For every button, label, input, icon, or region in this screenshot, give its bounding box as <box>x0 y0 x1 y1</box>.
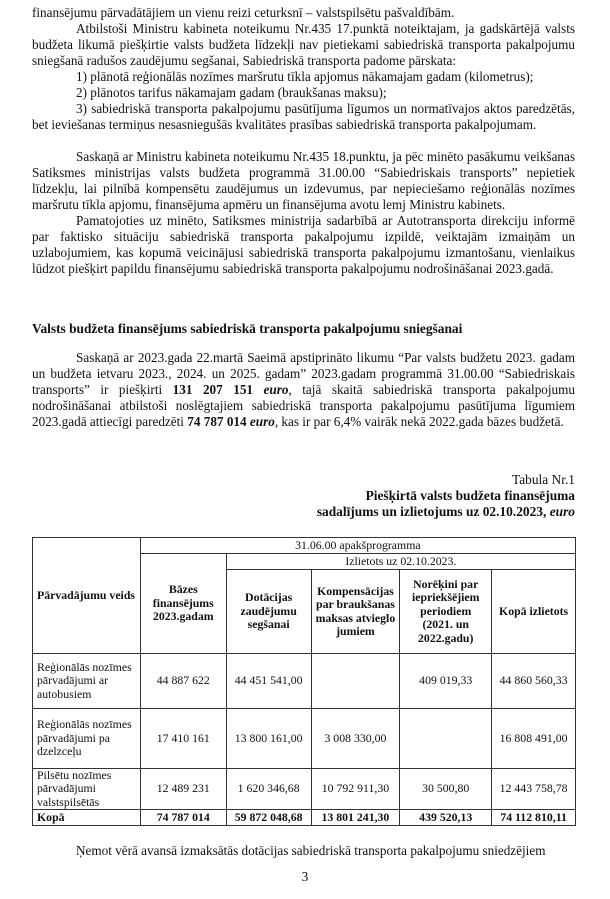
table-title-text: sadalījums un izlietojums uz 02.10.2023, <box>316 504 550 519</box>
amount-base: 74 787 014 <box>187 413 247 429</box>
closing-paragraph: Ņemot vērā avansā izmaksātās dotācijas sabiedriskā transporta pakalpojumu sniedzējiem <box>76 843 546 858</box>
cell-base: 44 887 622 <box>140 654 226 709</box>
header-compensation: Kompensācijas par braukšanas maksas atvieglojumiem <box>311 570 400 654</box>
list-item-2: 2) plānotos tarifus nākamajam gadam (braukšanas maksu); <box>76 85 387 100</box>
cell-compensation: 10 792 911,30 <box>311 769 400 810</box>
funding-table <box>32 537 576 826</box>
paragraph-continuation: finansējumu pārvadātājiem un vienu reizi ceturksnī – valstspilsētu pašvaldībām. <box>32 5 455 20</box>
cell-type: Kopā <box>33 810 141 826</box>
list-item-3: 3) sabiedriskā transporta pakalpojumu pasūtījuma līgumos un normatīvajos aktos paredzētās, bet ieviešanas termiņus nesasniegušās kvalitātes prasības sabiedriskā transporta pakalpojumam. <box>32 101 575 132</box>
table-row <box>33 709 576 769</box>
table-number: Tabula Nr.1 <box>511 472 575 487</box>
cell-grants: 44 451 541,00 <box>226 654 311 709</box>
currency-label: euro <box>263 381 289 397</box>
paragraph-ministry-info: Pamatojoties uz minēto, Satiksmes ministrija sadarbībā ar Autotransporta direkciju informē par faktisko situāciju sabiedriskā transporta pakalpojumu izpildē, veiktajām izmaiņām un uzlabojumiem, kas kopumā veicinājusi sabiedriskā transporta pakalpojumu izmantošanu, vienlaikus lūdzot piešķirt papildu finansējumu sabiedriskā transporta pakalpojumu nodrošināšanai 2023.gadā. <box>32 213 575 276</box>
cell-base: 74 787 014 <box>140 810 226 826</box>
table-header-row <box>33 538 576 554</box>
paragraph-article-18: Saskaņā ar Ministru kabineta noteikumu Nr.435 18.punktu, ja pēc minēto pasākumu veikšanas Satiksmes ministrijas valsts budžeta programmā 31.00.00 “Sabiedriskais transports” nepietiek līdzekļu, lai pilnībā kompensētu zaudējumus un izdevumus, par nepieciešamo reģionālās nozīmes maršrutu tīkla apjomu, finansējuma apmēru un finansējuma avotu lemj Ministru kabinets. <box>32 149 575 212</box>
cell-grants: 13 800 161,00 <box>226 709 311 769</box>
table-title-unit: euro <box>549 504 575 519</box>
cell-base: 12 489 231 <box>140 769 226 810</box>
list-item-1: 1) plānotā reģionālās nozīmes maršrutu tīkla apjomus nākamajam gadam (kilometrus); <box>76 69 534 84</box>
cell-type: Pilsētu nozīmes pārvadājumi valstspilsētās <box>33 769 141 810</box>
paragraph-budget-law <box>32 350 575 430</box>
currency-label: euro <box>249 413 275 429</box>
table-row <box>33 654 576 709</box>
cell-grants: 1 620 346,68 <box>226 769 311 810</box>
amount-allocated: 131 207 151 <box>172 381 254 397</box>
header-base-funding: Bāzes finansējums 2023.gadam <box>140 554 226 654</box>
header-total-spent: Kopā izlietots <box>492 570 576 654</box>
cell-base: 17 410 161 <box>140 709 226 769</box>
cell-total: 44 860 560,33 <box>492 654 576 709</box>
cell-total: 12 443 758,78 <box>492 769 576 810</box>
text-segment: , kas ir par 6,4% vairāk nekā 2022.gada bāzes budžetā. <box>274 413 564 429</box>
header-previous-periods: Norēķini par iepriekšējiem periodiem (2021. un 2022.gadu) <box>400 570 492 654</box>
header-spent: Izlietots uz 02.10.2023. <box>226 554 575 570</box>
table-row <box>33 769 576 810</box>
cell-compensation: 3 008 330,00 <box>311 709 400 769</box>
cell-previous: 409 019,33 <box>400 654 492 709</box>
cell-previous: 439 520,13 <box>400 810 492 826</box>
text-segment: , tajā skaitā sabiedriskā transporta pakalpojumu nodrošināšanai atbilstoši noslēgtajiem sabiedriskā transporta pakalpojumu pasūtījuma līgumiem 2023.gadā attiecīgi paredzēti <box>32 381 576 429</box>
cell-compensation: 13 801 241,30 <box>311 810 400 826</box>
cell-total: 74 112 810,11 <box>492 810 576 826</box>
section-heading: Valsts budžeta finansējums sabiedriskā transporta pakalpojumu sniegšanai <box>32 321 463 336</box>
table-title-line1: Piešķirtā valsts budžeta finansējuma <box>365 488 575 503</box>
header-grants: Dotācijas zaudējumu segšanai <box>226 570 311 654</box>
page-number: 3 <box>301 869 309 884</box>
cell-type: Reģionālās nozīmes pārvadājumi ar autobusiem <box>33 654 141 709</box>
header-transport-type: Pārvadājumu veids <box>33 538 141 654</box>
header-program: 31.06.00 apakšprogramma <box>140 538 575 554</box>
cell-compensation <box>311 654 400 709</box>
table-total-row <box>33 810 576 826</box>
cell-previous: 30 500,80 <box>400 769 492 810</box>
table-title-line2 <box>317 504 575 520</box>
paragraph-article-17: Atbilstoši Ministru kabineta noteikumu Nr.435 17.punktā noteiktajam, ja gadskārtējā valsts budžeta likumā piešķirtie valsts budžeta līdzekļi nav pietiekami sabiedriskā transporta pakalpojumu sniegšanā radušos zaudējumu segšanai, Sabiedriskā transporta padome pārskata: <box>32 21 575 68</box>
text-segment: Saskaņā ar 2023.gada 22.martā Saeimā apstiprināto likumu “Par valsts budžetu 2023. gadam un budžeta ietvaru 2023., 2024. un 2025. gadam” 2023.gadam programmā 31.00.00 “Sabiedriskais transports” ir piešķirti <box>32 350 575 397</box>
cell-total: 16 808 491,00 <box>492 709 576 769</box>
cell-grants: 59 872 048,68 <box>226 810 311 826</box>
cell-type: Reģionālās nozīmes pārvadājumi pa dzelzceļu <box>33 709 141 769</box>
cell-previous <box>400 709 492 769</box>
